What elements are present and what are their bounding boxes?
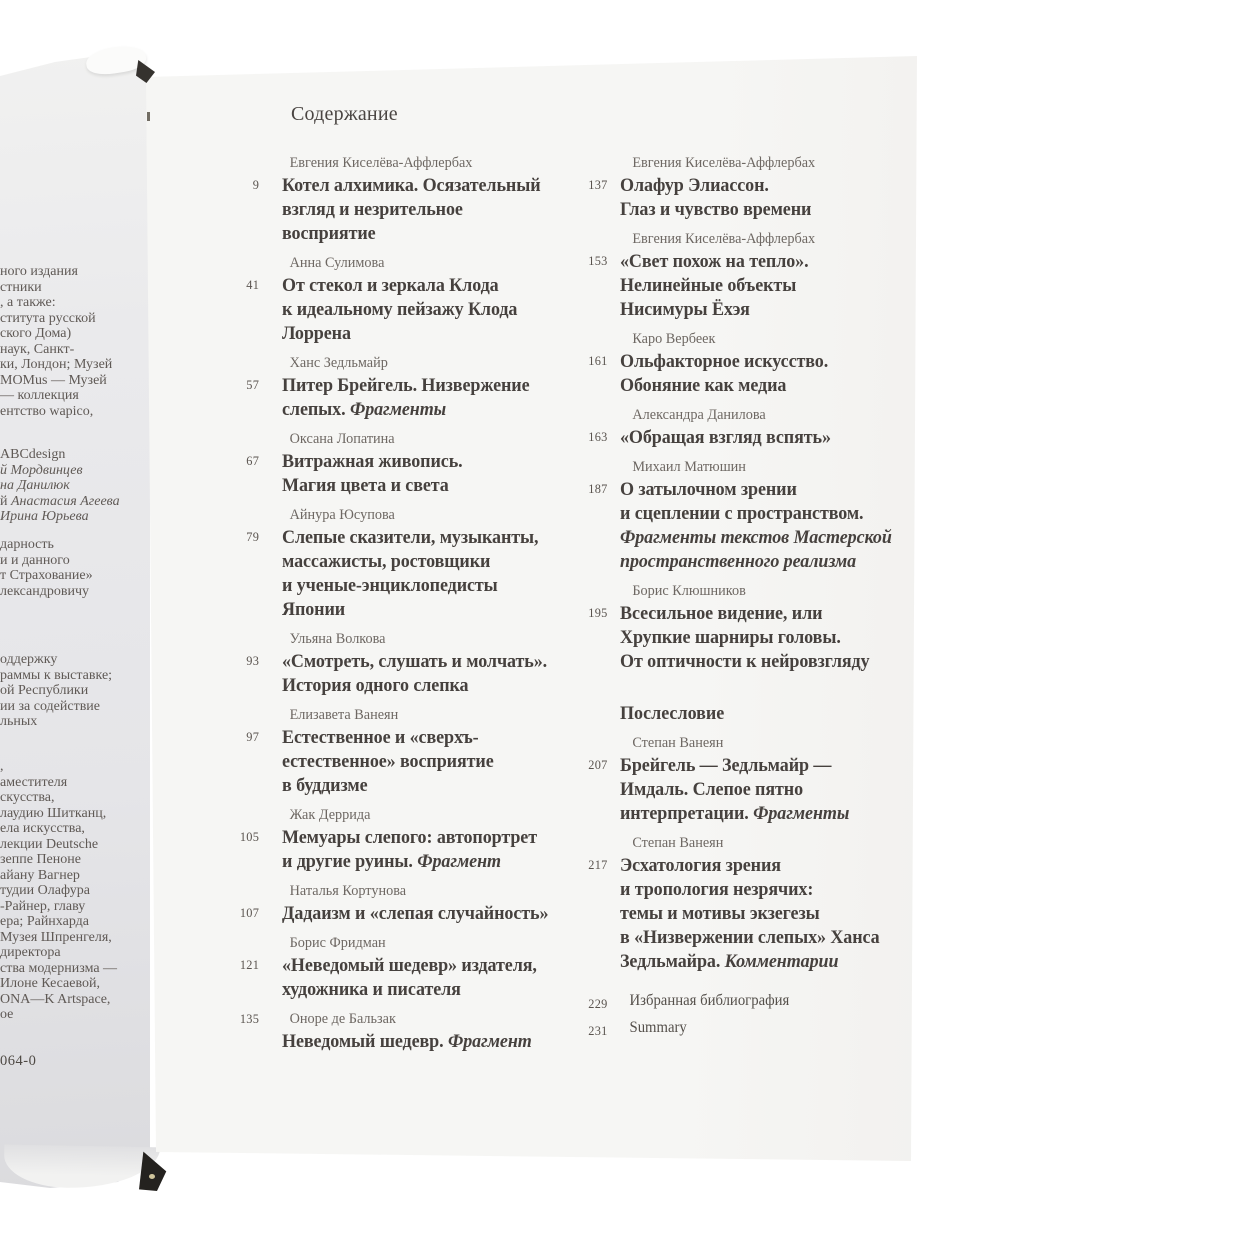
entry-author: Борис Клюшников [632,583,746,599]
page-number: 107 [239,905,260,920]
text-fragment: айану Вагнер [0,867,80,883]
colophon-line [0,568,93,584]
title-line [282,750,596,774]
colophon-line [0,961,117,977]
text-fragment: ки, Лондон; Музей [0,357,113,372]
section-heading: Послесловие [620,703,725,724]
text-fragment: «Обращая взгляд вспять» [620,427,831,448]
toc-entry [246,352,596,422]
text-fragment: Олафур Элиассон. [620,175,769,196]
text-fragment: оддержку [0,652,58,667]
colophon-line [0,537,93,553]
entry-author: Айнура Юсупова [289,507,395,523]
text-fragment: в буддизме [282,775,368,796]
title-line [620,854,934,878]
colophon-line [0,714,112,730]
colophon-line [0,1007,117,1023]
page-number: 231 [588,1023,608,1038]
entry-author: Оксана Лопатина [289,431,395,447]
page-number: 135 [239,1011,260,1026]
entry-author: Каро Вербеек [632,331,716,347]
toc-entry [246,428,596,498]
page-number: 121 [239,957,260,972]
page-number: 153 [588,253,608,268]
text-fragment: Естественное и «сверхъ- [282,727,479,748]
title-line [282,222,596,246]
entry-title [282,374,596,422]
colophon-group [0,537,93,599]
entry-author: Ульяна Волкова [289,631,386,647]
entry-author: Евгения Киселёва-Аффлербах [632,155,816,171]
toc-column-right [588,152,934,1044]
text-fragment: естественное» восприятие [282,751,494,772]
text-fragment-italic: Фрагменты [753,803,850,824]
entry-author: Анна Сулимова [289,255,385,271]
text-fragment: «Свет похож на тепло». [620,251,809,272]
plain-row-label: Summary [629,1019,687,1036]
colophon-line [0,868,117,884]
entry-author: Оноре де Бальзак [289,1011,396,1027]
title-line [282,526,596,550]
text-fragment: Дадаизм и «слепая случайность» [282,903,549,924]
text-fragment: Илоне Кесаевой, [0,976,100,991]
toc-entry [246,628,596,698]
title-line [282,550,596,574]
colophon-line [0,945,117,961]
entry-title [620,350,934,398]
title-line [282,674,596,698]
text-fragment: Брейгель — Зедльмайр — [620,755,832,776]
text-fragment: к идеальному пейзажу Клода [282,299,518,320]
text-fragment: художника и писателя [282,979,461,1000]
title-line [620,350,934,374]
colophon-line [0,883,117,899]
title-line [620,550,934,574]
text-fragment: Музея Шпренгеля, [0,929,112,945]
title-line [620,650,934,674]
entry-title [620,854,934,974]
toc-entry [239,880,596,926]
text-fragment: стники [0,279,42,295]
text-fragment: Питер Брейгель. Низвержение [282,375,530,396]
text-fragment-italic: й Мордвинцев [0,462,83,478]
title-line [282,198,596,222]
title-line [282,1030,596,1054]
colophon-line [0,509,120,525]
toc-entry [588,404,934,450]
title-line [620,174,934,198]
page-title: Содержание [291,103,398,125]
text-fragment: Имдаль. Слепое пятно [620,779,804,800]
title-line [620,298,934,322]
text-fragment: и другие руины. [282,851,418,872]
text-fragment: ства модернизма — [0,960,118,976]
text-fragment: ое [0,1007,14,1022]
toc-plain-row [588,990,934,1011]
text-fragment: директора [0,945,61,960]
page-number: 163 [588,429,608,444]
text-fragment: Всесильное видение, или [620,603,823,624]
text-fragment: Хрупкие шарниры головы. [620,627,841,648]
title-line [620,502,934,526]
entry-author: Евгения Киселёва-Аффлербах [632,231,816,247]
colophon-line [0,357,112,373]
title-line [282,322,596,346]
text-fragment: ABCdesign [0,447,66,462]
text-fragment: Котел алхимика. Осязательный [282,175,541,196]
toc-plain-row [588,1017,934,1038]
title-line [620,950,934,974]
entry-title [282,526,596,622]
entry-title [282,726,596,798]
title-line [282,598,596,622]
entry-title [282,650,596,698]
colophon-line [0,388,112,404]
text-fragment: в «Низвержении слепых» Ханса [620,927,880,948]
text-fragment: От оптичности к нейровзгляду [620,651,870,672]
text-fragment: Нисимуры Ёхэя [620,299,750,320]
page-number: 217 [588,857,608,872]
colophon-line [0,790,117,806]
text-fragment: , а также: [0,295,56,310]
text-fragment: «Неведомый шедевр» издателя, [282,955,537,976]
toc-entry [239,804,596,874]
text-fragment: ела искусства, [0,821,85,836]
page-number: 79 [246,529,260,544]
toc-entry [246,704,596,798]
text-fragment-italic: Фрагмент [447,1031,532,1052]
title-line [282,450,596,474]
text-fragment: О затылочном зрении [620,479,797,500]
title-line [620,878,934,902]
colophon-group [0,264,112,419]
colophon-line [0,404,112,420]
title-line [620,478,934,502]
colophon-line [0,668,112,684]
title-line [282,574,596,598]
isbn-fragment: 064-0 [0,1053,37,1069]
colophon-line [0,852,117,868]
text-fragment: Лоррена [282,323,351,344]
page-number: 207 [588,757,608,772]
text-fragment: скусства, [0,790,55,805]
page-number: 187 [588,481,608,496]
title-line [620,754,934,778]
colophon-line [0,373,112,389]
text-fragment: темы и мотивы экзегезы [620,903,820,924]
text-fragment: ентство wapico, [0,403,94,419]
text-fragment: лекции Deutsche [0,836,99,852]
title-line [620,926,934,950]
entry-title [620,478,934,574]
text-fragment: т Страхование» [0,568,93,583]
text-fragment-italic: на Данилюк [0,478,70,493]
text-fragment: льных [0,714,38,729]
toc-entry [588,328,934,398]
page-number: 41 [246,277,260,292]
text-fragment-italic: Анастасия Агеева [11,493,120,509]
entry-title [620,426,934,450]
colophon-line [0,652,112,668]
text-fragment-italic: Фрагменты текстов Мастерской [620,527,892,548]
title-line [282,774,596,798]
colophon-line [0,280,112,296]
colophon-line [0,837,117,853]
text-fragment: дарность [0,537,54,552]
text-fragment: Ольфакторное искусство. [620,351,829,372]
text-fragment: аместителя [0,774,68,790]
entry-author: Ханс Зедльмайр [289,355,388,371]
text-fragment: и ученые-энциклопедисты [282,575,498,596]
text-fragment: От стекол и зеркала Клода [282,275,499,296]
text-fragment: «Смотреть, слушать и молчать». [282,651,548,672]
page-number: 93 [246,653,260,668]
text-fragment-italic: Фрагменты [349,399,447,420]
title-line [620,902,934,926]
colophon-line [0,494,120,510]
title-line [620,778,934,802]
entry-author: Степан Ванеян [632,835,724,851]
text-fragment: тудии Олафура [0,883,90,898]
plain-row-label: Избранная библиография [629,992,790,1009]
text-fragment: ного издания [0,264,78,279]
text-fragment-italic: пространственного реализма [620,551,857,572]
text-fragment: — коллекция [0,388,79,403]
entry-author: Борис Фридман [289,935,386,951]
text-fragment-italic: Фрагмент [417,851,501,872]
title-line [620,426,934,450]
binding-dot-icon [149,1174,155,1179]
page-number: 67 [246,453,260,468]
entry-title [282,902,596,926]
text-fragment-italic: Комментарии [724,951,839,972]
colophon-line [0,976,117,992]
text-fragment: ера; Райнхарда [0,914,89,929]
entry-title [282,826,596,874]
text-fragment: ститута русской [0,310,96,326]
page-number: 9 [252,177,260,192]
text-fragment: Мемуары слепого: автопортрет [282,827,537,848]
entry-title [282,1030,596,1054]
entry-title [620,250,934,322]
title-line [620,250,934,274]
toc-entry [588,732,934,826]
page-number: 57 [246,377,260,392]
text-fragment: и и данного [0,552,70,568]
text-fragment: интерпретации. [620,803,754,824]
colophon-group [0,759,117,1023]
page-number: 97 [246,729,260,744]
colophon-line [0,992,117,1008]
title-line [620,374,934,398]
toc-entry [588,832,934,974]
text-fragment: ского Дома) [0,326,72,341]
toc-entry [588,456,934,574]
colophon-group [0,652,112,730]
colophon-line [0,463,120,479]
title-line [282,474,596,498]
text-fragment: MOMus — Музей [0,372,107,388]
entry-author: Елизавета Ванеян [289,707,399,723]
colophon-line [0,683,112,699]
colophon-line [0,295,112,311]
text-fragment: Зедльмайра. [620,951,725,972]
title-line [620,802,934,826]
entry-title [620,754,934,826]
toc-entry [588,228,934,322]
text-fragment: взгляд и незрительное [282,199,463,220]
text-fragment: лександровичу [0,583,90,599]
text-fragment: Слепые сказители, музыканты, [282,527,539,548]
text-fragment: История одного слепка [282,675,469,696]
title-line [282,826,596,850]
binding-thread-icon [147,112,150,121]
text-fragment: Неведомый шедевр. [282,1031,448,1052]
colophon-line [0,478,120,494]
colophon-line [0,264,112,280]
text-fragment: слепых. [282,399,350,420]
entry-author: Михаил Матюшин [632,459,746,475]
colophon-line [0,699,112,715]
colophon-line [0,326,112,342]
title-line [282,954,596,978]
colophon-line [0,821,117,837]
title-line [282,274,596,298]
entry-title [620,602,934,674]
text-fragment: , [0,759,4,774]
text-fragment: Глаз и чувство времени [620,199,812,220]
page-number: 161 [588,353,608,368]
text-fragment: и сцеплении с пространством. [620,503,864,524]
colophon-line [0,775,117,791]
title-line [282,398,596,422]
text-fragment: ой Республики [0,683,89,698]
title-line [282,902,596,926]
text-fragment: й [0,493,11,509]
text-fragment: Японии [282,599,346,620]
colophon-line [0,806,117,822]
title-line [620,274,934,298]
toc-entry [588,152,934,222]
text-fragment: ONA—K Artspace, [0,991,111,1007]
text-fragment: восприятие [282,223,376,244]
entry-author: Александра Данилова [632,407,766,423]
colophon-line [0,899,117,915]
colophon-line [0,342,112,358]
page-number: 105 [239,829,260,844]
colophon-line [0,553,93,569]
text-fragment: раммы к выставке; [0,667,113,683]
title-line [282,850,596,874]
entry-author: Наталья Кортунова [289,883,407,899]
text-fragment: Эсхатология зрения [620,855,781,876]
colophon-line [0,311,112,327]
title-line [620,602,934,626]
text-fragment: Витражная живопись. [282,451,463,472]
toc-column-left [239,152,596,1060]
title-line [620,198,934,222]
text-fragment: лаудию Шитканц, [0,805,107,821]
title-line [282,726,596,750]
text-fragment: Нелинейные объекты [620,275,797,296]
colophon-group [0,447,120,525]
page-number: 229 [588,996,608,1011]
colophon-line [0,759,117,775]
title-line [282,978,596,1002]
toc-entry [239,932,596,1002]
entry-title [282,450,596,498]
entry-title [282,174,596,246]
title-line [620,526,934,550]
text-fragment-italic: Ирина Юрьева [0,509,89,524]
entry-author: Степан Ванеян [632,735,724,751]
title-line [282,174,596,198]
entry-title [282,954,596,1002]
colophon-line [0,930,117,946]
entry-title [620,174,934,222]
text-fragment: массажисты, ростовщики [282,551,491,572]
colophon-line [0,914,117,930]
page-number: 195 [588,605,608,620]
page-number: 137 [588,177,608,192]
text-fragment: Обоняние как медиа [620,375,787,396]
entry-author: Евгения Киселёва-Аффлербах [289,155,473,171]
colophon-line [0,584,93,600]
text-fragment: наук, Санкт- [0,341,75,357]
colophon-line [0,447,120,463]
text-fragment: -Райнер, главу [0,898,86,914]
entry-title [282,274,596,346]
text-fragment: и тропология незрячих: [620,879,814,900]
toc-entry [246,504,596,622]
entry-author: Жак Деррида [289,807,371,823]
toc-entry [252,152,596,246]
text-fragment: Магия цвета и света [282,475,449,496]
toc-entry [246,252,596,346]
text-fragment: зеппе Пеноне [0,852,81,867]
title-line [620,626,934,650]
title-line [282,650,596,674]
text-fragment: ии за содействие [0,698,101,714]
toc-entry [239,1008,596,1054]
toc-entry [588,580,934,674]
title-line [282,374,596,398]
title-line [282,298,596,322]
